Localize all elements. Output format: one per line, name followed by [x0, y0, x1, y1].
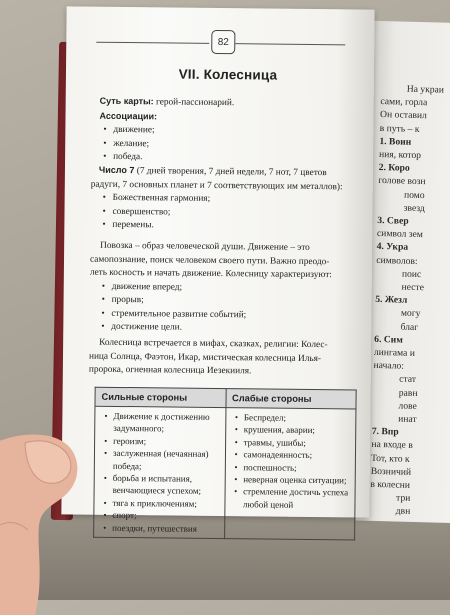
strength-item: • борьба и испытания, венчающиеся успехом; — [113, 472, 221, 498]
number7-text-line: (7 дней творения, 7 дней недели, 7 нот, 7 цветов — [134, 166, 327, 179]
strength-item: • заслуженная (нечаянная) победа; — [113, 447, 221, 473]
strength-item: • тяга к приключениям; — [112, 497, 220, 511]
right-page-line: На украи — [406, 83, 445, 96]
header-rule-right — [235, 43, 345, 45]
right-page-line: 5. Жезл — [375, 294, 408, 306]
list-item: • совершенство; — [112, 206, 362, 222]
right-page-line: могу — [400, 307, 421, 320]
list-item: • движение вперед; — [112, 281, 362, 297]
paragraph-line: самопознание, поиск человеком своего пути. Важно преодо- — [89, 254, 330, 268]
right-page-line: в колесни — [370, 478, 411, 491]
list-item: • достижение цели. — [111, 321, 361, 337]
right-page-line: 2. Коро — [378, 162, 410, 174]
right-page-line: равн — [398, 387, 418, 399]
left-page — [61, 6, 374, 534]
header-rule-left — [96, 42, 209, 44]
weaknesses-cell — [224, 408, 356, 540]
right-page-line: несте — [401, 281, 425, 294]
essence-label: Суть карты: — [99, 96, 154, 107]
right-page-line: начало: — [373, 360, 405, 372]
list-item: • прорыв; — [112, 294, 362, 310]
list-item: • стремительное развитие событий; — [111, 307, 361, 323]
strength-item: • героизм; — [113, 435, 221, 449]
right-page-line: 4. Укра — [376, 241, 409, 254]
right-page-line: 1. Воин — [379, 135, 412, 148]
right-page-line: голове возн — [378, 175, 426, 188]
right-page-line: лове — [398, 400, 417, 412]
right-page-line: 7. Впр — [371, 426, 399, 438]
strength-item: • спорт; — [112, 509, 220, 523]
weakness-item: • травмы, ушибы; — [244, 436, 352, 450]
paragraph-chariot — [90, 240, 362, 283]
paragraph-myths — [89, 337, 361, 380]
weakness-item: • поспешность; — [243, 461, 351, 475]
right-page-line: в путь – к — [379, 122, 420, 135]
hand-thumb-icon — [0, 405, 85, 615]
paragraph-line: ница Солнца, Фаэтон, Икар, мистическая колесница Илья- — [88, 351, 322, 364]
right-page-line: ния, котор — [378, 148, 422, 162]
chariot-list — [89, 280, 362, 336]
right-page-line: поис — [401, 268, 422, 280]
right-page-line: Он оставил — [379, 109, 428, 122]
strengths-header: Сильные стороны — [95, 387, 226, 408]
strengths-cell — [94, 406, 226, 538]
right-page-line: три — [395, 492, 411, 505]
weakness-item: • неверная оценка ситуации; — [243, 473, 351, 487]
paragraph-line: пророка, огненная колесница Иезекииля. — [88, 364, 252, 377]
right-page-line: символов: — [376, 254, 418, 267]
strength-item: • поездки, путешествия — [112, 522, 220, 536]
weakness-item: • самонадеянность; — [243, 448, 351, 462]
right-page-line: Тот, кто к — [370, 452, 410, 465]
right-page-line: на входе в — [371, 439, 413, 452]
page-number: 82 — [211, 30, 235, 54]
number7-label: Число 7 — [98, 165, 135, 176]
paragraph-line: Повозка – образ человеческой души. Движение – это — [100, 241, 310, 254]
right-page-line: благ — [400, 321, 419, 333]
strengths-weaknesses-table — [93, 386, 357, 540]
list-item: • победа. — [113, 151, 363, 167]
page-content — [87, 67, 364, 541]
right-page-line: Возничий — [370, 465, 412, 478]
right-page-line: 3. Свер — [377, 214, 409, 227]
chapter-title: VII. Колесница — [178, 66, 278, 83]
list-item: • перемены. — [112, 219, 362, 235]
essence-value: герой-пассионарий. — [153, 97, 235, 109]
right-page-line: символ зем — [376, 228, 424, 241]
number7-text-line: радуги, 7 основных планет и 7 соответствующих им металлов): — [90, 179, 343, 193]
weakness-item: • Беспредел; — [244, 411, 352, 425]
right-page-line: звезд — [403, 202, 425, 214]
number7-list — [90, 192, 362, 235]
weakness-item: • стремление достичь успеха любой ценой — [243, 486, 351, 512]
paragraph-line: леть косность и начать движение. Колесницу характеризуют: — [89, 267, 332, 281]
right-page-line: лингама и — [373, 346, 416, 359]
strength-item: • Движение к достижению задуманного; — [113, 410, 221, 436]
list-item: • движение; — [113, 124, 363, 140]
weaknesses-header: Слабые стороны — [225, 388, 356, 409]
right-page-line: сами, горла — [380, 96, 428, 109]
right-page-line: двн — [395, 505, 411, 518]
right-page-line: стат — [399, 373, 417, 386]
right-page-line: 6. Сим — [374, 333, 403, 346]
list-item: • Божественная гармония; — [113, 192, 363, 208]
associations-label: Ассоциации: — [99, 110, 158, 122]
weakness-item: • крушения, аварии; — [244, 424, 352, 438]
right-page-line: помо — [403, 189, 425, 201]
paragraph-line: Колесница встречается в мифах, сказках, религии: Колес- — [99, 338, 328, 351]
associations-list — [91, 124, 363, 167]
right-page-line: инат — [398, 413, 417, 426]
list-item: • желание; — [113, 138, 363, 154]
